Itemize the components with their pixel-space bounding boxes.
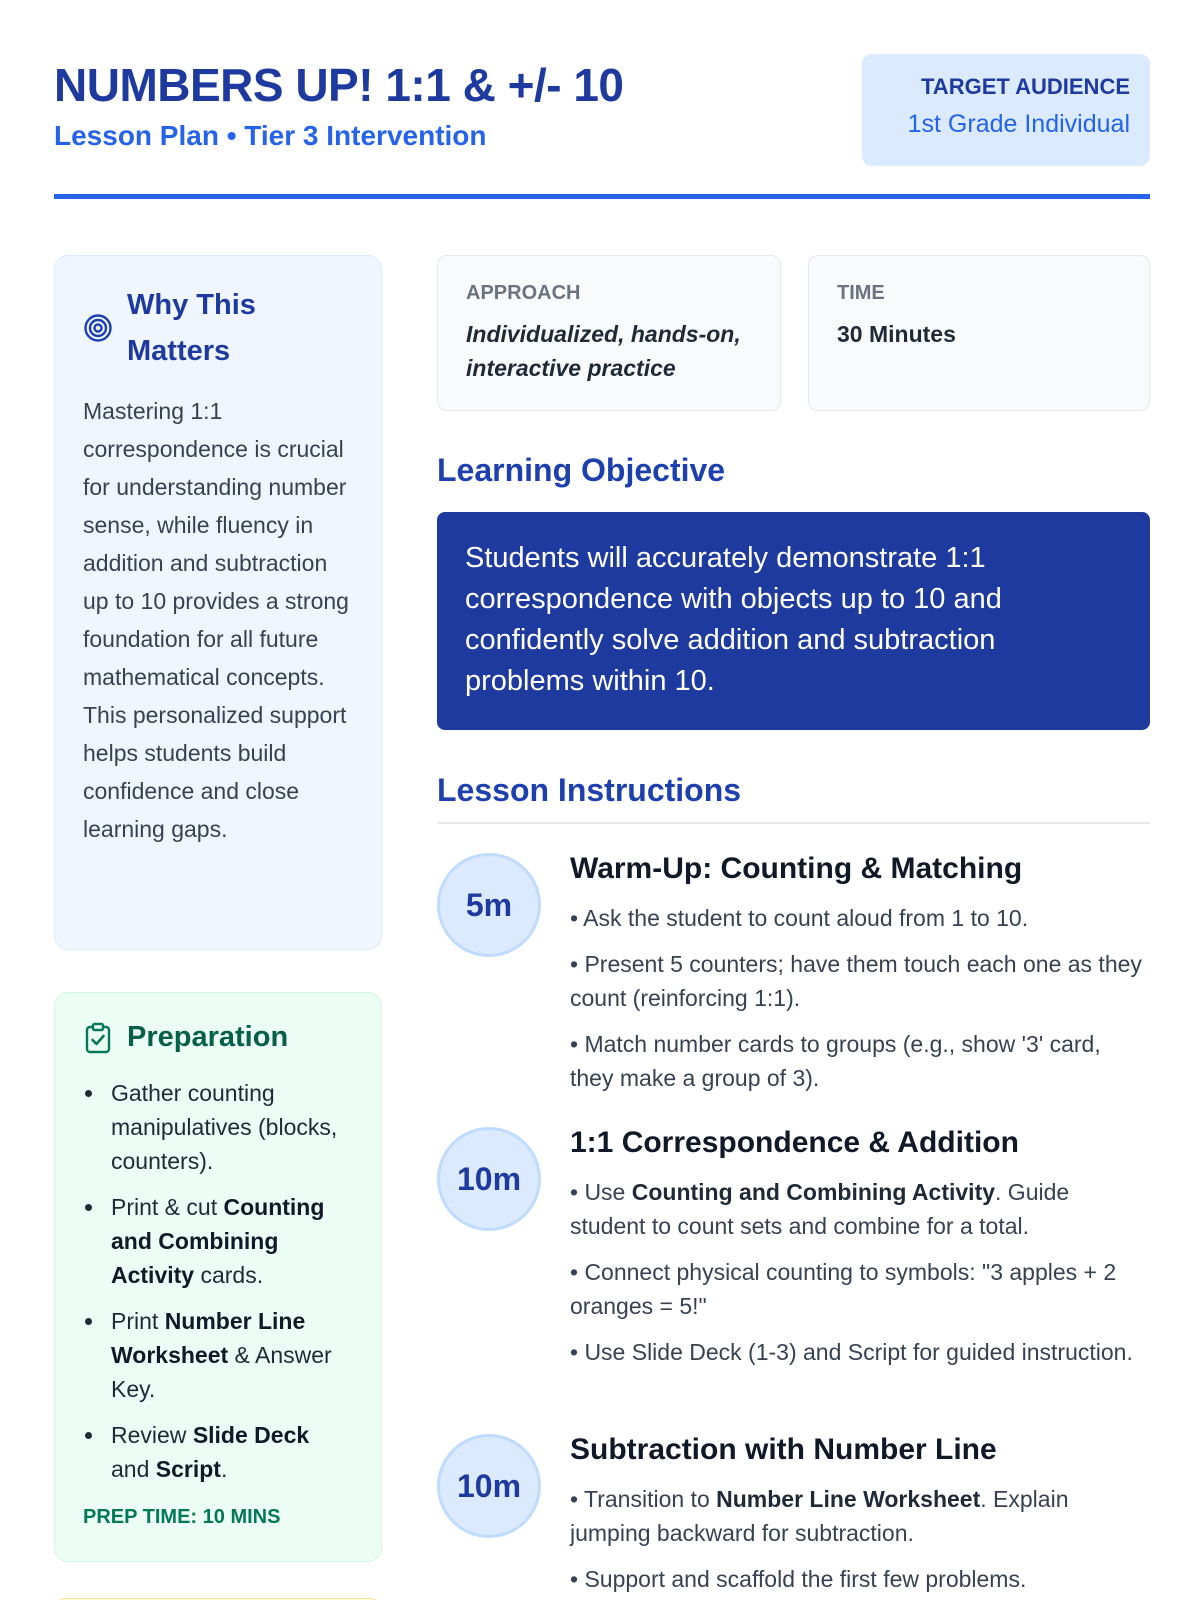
preparation-card [54,992,382,1562]
step-title: Warm-Up: Counting & Matching [570,852,1023,885]
preparation-item [83,1190,353,1292]
header-divider [54,194,1150,199]
text-run: • Use [570,1179,632,1205]
preparation-list [83,1076,353,1486]
step-bullet [570,1562,1150,1596]
learning-objective-text: Students will accurately demonstrate 1:1 correspondence with objects up to 10 and confidently solve addition and subtraction problems within 10. [437,512,1150,730]
lesson-instructions-divider [437,822,1150,824]
step-bullet [570,901,1150,935]
approach-card [437,255,781,411]
why-this-matters-card [54,255,382,950]
step-bullets [570,1175,1150,1369]
target-audience-badge [862,54,1150,166]
text-run: • Match number cards to groups (e.g., show '3' card, they make a group of 3). [570,1031,1101,1091]
step-bullet [570,1175,1150,1243]
preparation-title: Preparation [127,1021,289,1053]
text-run: • Present 5 counters; have them touch each one as they count (reinforcing 1:1). [570,951,1142,1011]
text-run: Gather counting manipulatives (blocks, counters). [111,1080,338,1174]
step-bullet [570,1027,1150,1095]
target-icon [83,313,113,343]
step-bullet [570,947,1150,1015]
text-run: • Ask the student to count aloud from 1 to 10. [570,905,1029,931]
bold-text: Counting and Combining Activity [631,1179,996,1205]
page-title: NUMBERS UP! 1:1 & +/- 10 [54,59,624,111]
approach-value: Individualized, hands-on, interactive practice [466,321,741,381]
step-duration-badge: 10m [437,1434,541,1538]
text-run: . [220,1456,228,1482]
text-run: . Explain jumping backward for subtraction. [570,1486,1069,1546]
time-label: TIME [837,282,885,304]
page-subtitle: Lesson Plan • Tier 3 Intervention [54,120,487,151]
text-run: Review [111,1422,193,1448]
text-run: & Answer Key. [111,1342,332,1402]
step-duration-badge: 5m [437,853,541,957]
clipboard-check-icon [83,1022,113,1054]
step-title: Subtraction with Number Line [570,1433,997,1466]
text-run: Print & cut [111,1194,224,1220]
bold-text: Number Line Worksheet [111,1308,306,1368]
bold-text: Counting and Combining Activity [111,1194,325,1288]
preparation-item [83,1418,353,1486]
text-run: • Connect physical counting to symbols: "3 apples + 2 oranges = 5!" [570,1259,1117,1319]
step-bullet [570,1482,1150,1550]
time-card [808,255,1150,411]
step-duration-badge: 10m [437,1127,541,1231]
preparation-item [83,1076,353,1178]
text-run: . Guide student to count sets and combine for a total. [570,1179,1070,1239]
step-title: 1:1 Correspondence & Addition [570,1126,1019,1159]
text-run: Print [111,1308,165,1334]
target-audience-label: TARGET AUDIENCE [921,74,1130,99]
lesson-instructions-title: Lesson Instructions [437,772,742,808]
bold-text: Slide Deck [192,1422,310,1448]
bold-text: Script [155,1456,221,1482]
learning-objective-title: Learning Objective [437,452,726,488]
text-run: • Transition to [570,1486,717,1512]
step-bullet [570,1255,1150,1323]
bold-text: Number Line Worksheet [716,1486,981,1512]
text-run: cards. [194,1262,264,1288]
lesson-header [54,54,1150,202]
why-this-matters-title: Why This Matters [127,289,256,367]
step-bullet [570,1335,1150,1369]
preparation-item [83,1304,353,1406]
text-run: and [111,1456,156,1482]
step-bullets [570,1482,1150,1596]
time-value: 30 Minutes [837,321,956,347]
text-run: • Support and scaffold the first few problems. [570,1566,1027,1592]
prep-time: PREP TIME: 10 MINS [83,1506,281,1528]
text-run: • Use Slide Deck (1-3) and Script for guided instruction. [570,1339,1133,1365]
approach-label: APPROACH [466,282,581,304]
target-audience-value: 1st Grade Individual [907,110,1130,138]
why-this-matters-text: Mastering 1:1 correspondence is crucial for understanding number sense, while fluency in addition and subtraction up to 10 provides a strong foundation for all future mathematical concepts. This personalized support helps students build confidence and close learning gaps. [83,398,349,842]
step-bullets [570,901,1150,1095]
